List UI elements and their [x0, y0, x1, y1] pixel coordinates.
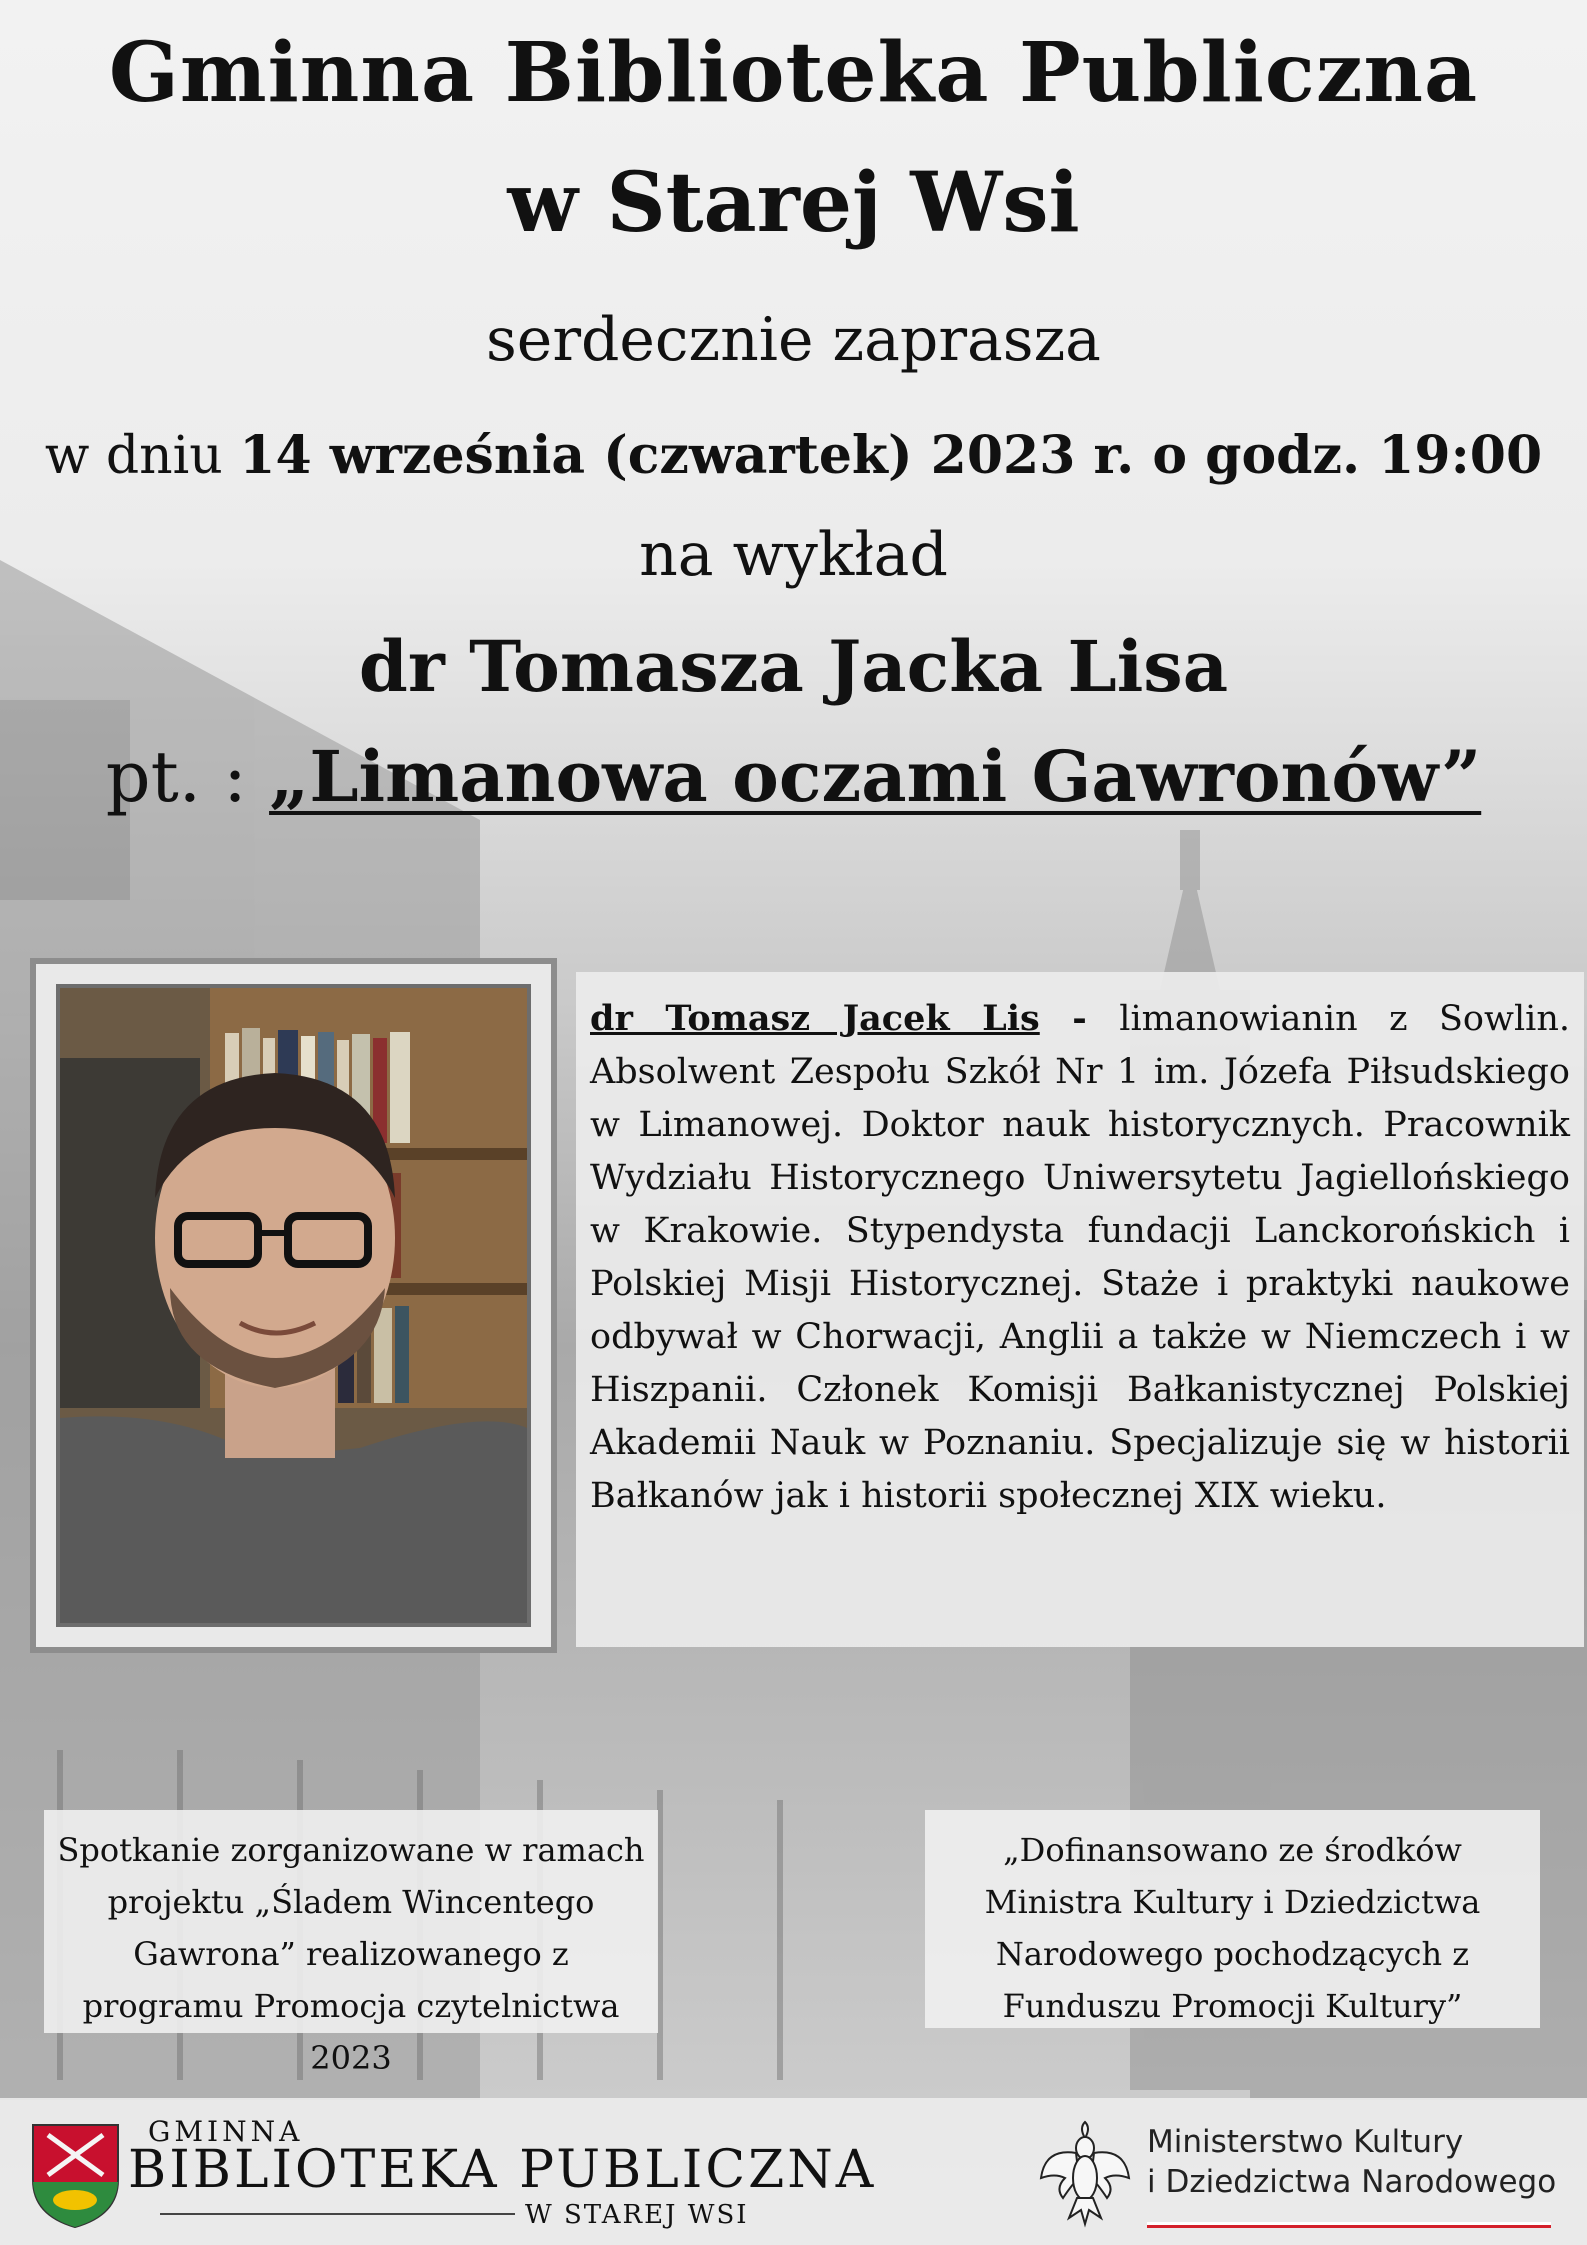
library-logo-big: BIBLIOTEKA PUBLICZNA	[128, 2140, 877, 2200]
bio-text	[590, 992, 1570, 1523]
library-title: Gminna Biblioteka Publiczna	[108, 25, 1479, 121]
library-logo-rule	[160, 2213, 515, 2215]
library-place: w Starej Wsi	[507, 155, 1080, 251]
date-value: 14 września (czwartek) 2023 r. o godz. 19:00	[239, 425, 1543, 486]
polish-eagle-icon	[1035, 2118, 1135, 2228]
bio-name: dr Tomasz Jacek Lis	[590, 998, 1040, 1039]
ministry-line-2: i Dziedzictwa Narodowego	[1147, 2164, 1557, 2200]
lecture-label: na wykład	[639, 520, 948, 590]
library-logo-small: GMINNA	[148, 2115, 304, 2148]
ministry-flag-stripe	[1147, 2222, 1551, 2228]
lecture-title-text: „Limanowa oczami Gawronów”	[269, 735, 1482, 818]
ministry-name	[1147, 2122, 1556, 2202]
library-crest-icon	[28, 2120, 123, 2230]
date-prefix: w dniu	[44, 426, 240, 486]
bio-dash: -	[1039, 998, 1120, 1039]
lecture-title	[0, 735, 1587, 818]
bio-body: limanowianin z Sowlin. Absolwent Zespołu Szkół Nr 1 im. Józefa Piłsudskiego w Limanowej. Doktor nauk historycznych. Pracownik Wydziału Historycznego Uniwersytetu Jagiellońskiego w Krakowie. Stypendysta fundacji Lanckorońskich i Polskiej Misji Historycznej. Staże i praktyki naukowe odbywał w Chorwacji, Anglii a także w Niemczech i w Hiszpanii. Członek Komisji Bałkanistycznej Polskiej Akademii Nauk w Poznaniu. Specjalizuje się w historii Bałkanów jak i historii społecznej XIX wieku.	[590, 999, 1571, 1516]
speaker-photo	[56, 984, 531, 1627]
speaker-name: dr Tomasza Jacka Lisa	[358, 625, 1229, 708]
library-logo-place: W STAREJ WSI	[525, 2200, 749, 2230]
speaker-photo-image	[60, 988, 527, 1623]
funding-note: „Dofinansowano ze środków Ministra Kultury i Dziedzictwa Narodowego pochodzących z Funduszu Promocji Kultury”	[925, 1810, 1540, 2028]
title-prefix: pt. :	[105, 736, 270, 818]
speaker-photo-frame	[30, 958, 557, 1653]
event-date	[0, 425, 1587, 486]
bio-panel	[576, 972, 1584, 1647]
ministry-line-1: Ministerstwo Kultury	[1147, 2124, 1464, 2160]
project-note: Spotkanie zorganizowane w ramach projektu „Śladem Wincentego Gawrona” realizowanego z programu Promocja czytelnictwa 2023	[44, 1810, 658, 2033]
invite-text: serdecznie zaprasza	[486, 305, 1101, 375]
